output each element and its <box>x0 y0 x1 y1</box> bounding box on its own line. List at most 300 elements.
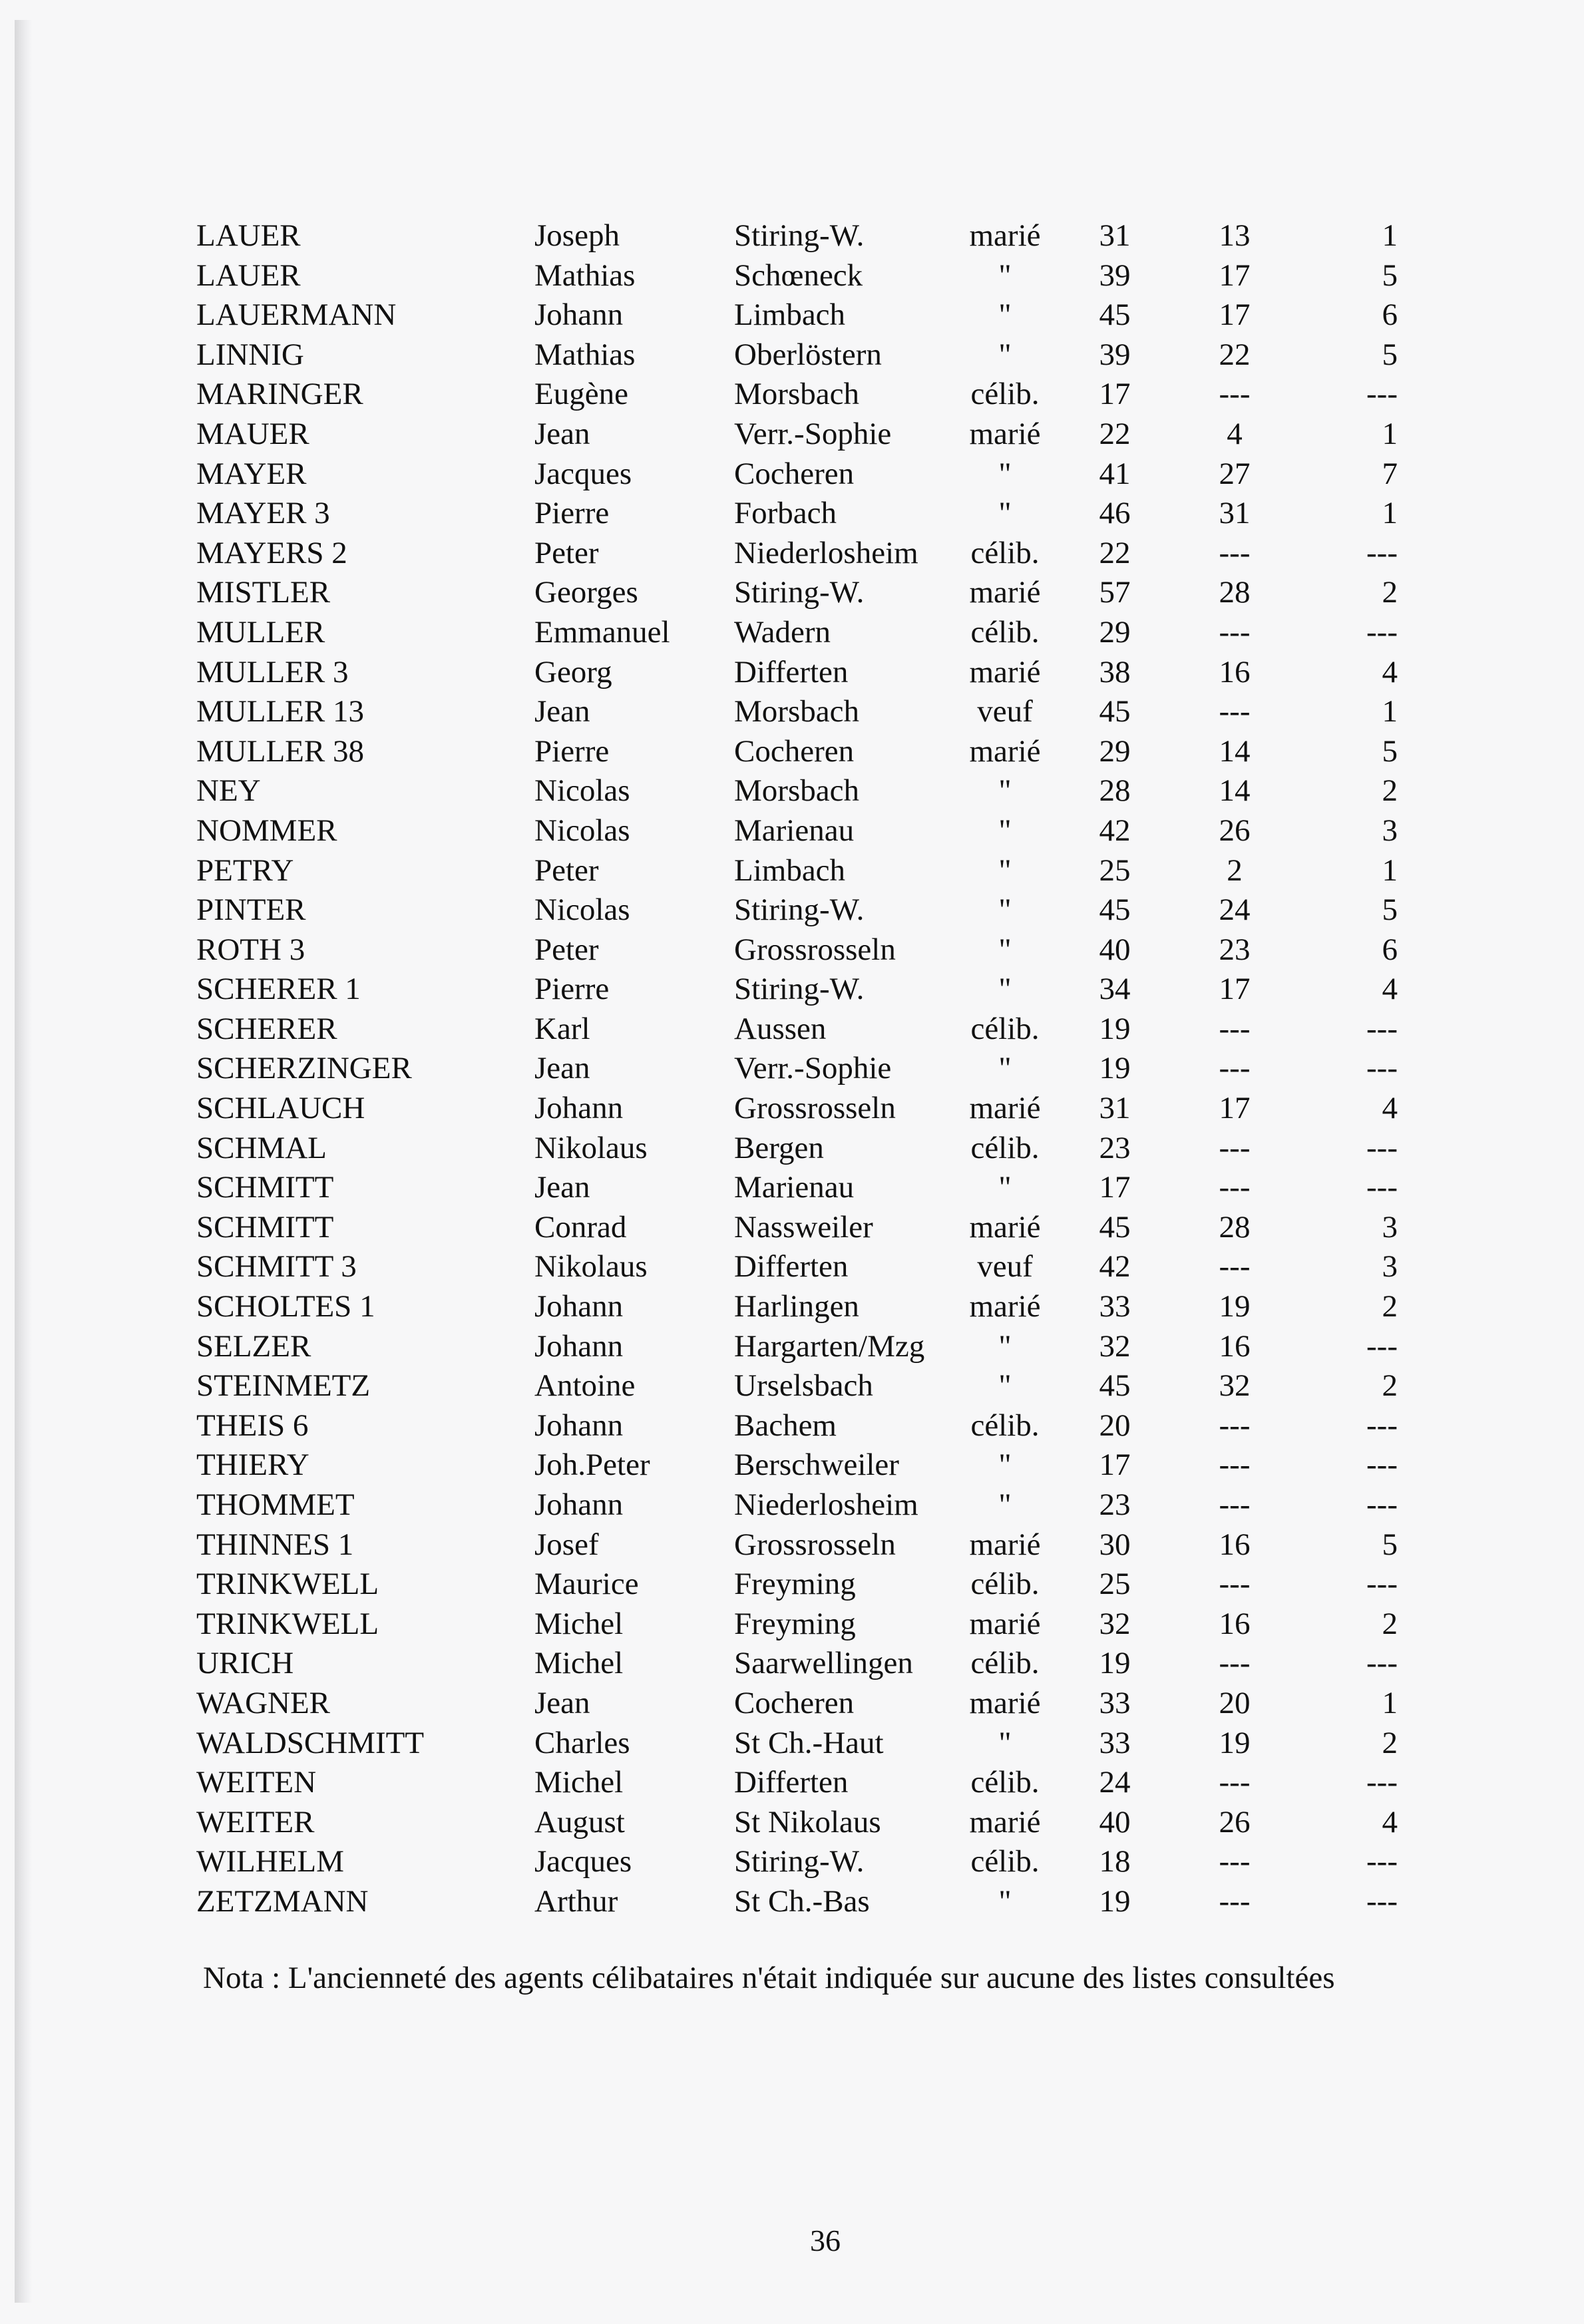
seniority-cell: 23 <box>1219 932 1251 967</box>
place-cell: Oberlöstern <box>734 337 882 372</box>
children-cell: 5 <box>1382 733 1398 769</box>
table-row <box>0 653 1584 693</box>
age-cell: 42 <box>1099 1249 1131 1284</box>
status-cell: " <box>998 1448 1012 1483</box>
place-cell: Grossrosseln <box>734 1527 896 1562</box>
page-number: 36 <box>810 2224 841 2257</box>
table-row <box>0 1406 1584 1446</box>
place-cell: Cocheren <box>734 456 855 491</box>
children-cell: 3 <box>1382 1209 1398 1245</box>
firstname-cell: Maurice <box>534 1567 639 1602</box>
age-cell: 23 <box>1099 1487 1131 1522</box>
place-cell: Morsbach <box>734 694 859 729</box>
age-cell: 33 <box>1099 1289 1131 1324</box>
name-cell: PETRY <box>196 853 294 888</box>
name-cell: SCHERZINGER <box>196 1051 412 1086</box>
name-cell: WEITER <box>196 1804 315 1840</box>
seniority-cell: 19 <box>1219 1725 1251 1760</box>
firstname-cell: Pierre <box>534 733 610 769</box>
seniority-cell: 17 <box>1219 1091 1251 1126</box>
status-cell: marié <box>969 654 1041 689</box>
place-cell: Cocheren <box>734 1685 855 1720</box>
status-cell: marié <box>969 733 1041 769</box>
age-cell: 45 <box>1099 1368 1131 1404</box>
status-cell: marié <box>969 416 1041 451</box>
status-cell: " <box>998 1368 1012 1404</box>
age-cell: 19 <box>1099 1011 1131 1046</box>
name-cell: SCHMITT <box>196 1209 334 1245</box>
seniority-cell: 22 <box>1219 337 1251 372</box>
firstname-cell: August <box>534 1804 625 1840</box>
table-row <box>0 573 1584 613</box>
firstname-cell: Arthur <box>534 1883 618 1919</box>
children-cell: 1 <box>1382 853 1398 888</box>
table-row <box>0 1684 1584 1724</box>
table-row <box>0 613 1584 653</box>
table-row <box>0 851 1584 891</box>
seniority-cell: --- <box>1219 535 1251 570</box>
age-cell: 29 <box>1099 733 1131 769</box>
firstname-cell: Nicolas <box>534 773 630 809</box>
place-cell: Stiring-W. <box>734 972 865 1007</box>
place-cell: St Ch.-Bas <box>734 1883 870 1919</box>
name-cell: WALDSCHMITT <box>196 1725 425 1760</box>
seniority-cell: --- <box>1219 1448 1251 1483</box>
place-cell: Freyming <box>734 1606 856 1641</box>
name-cell: MARINGER <box>196 377 363 412</box>
table-row <box>0 1525 1584 1565</box>
age-cell: 39 <box>1099 258 1131 293</box>
children-cell: 3 <box>1382 813 1398 848</box>
table-row <box>0 732 1584 772</box>
status-cell: veuf <box>977 694 1033 729</box>
status-cell: " <box>998 972 1012 1007</box>
name-cell: SELZER <box>196 1328 311 1364</box>
seniority-cell: 14 <box>1219 773 1251 809</box>
firstname-cell: Jean <box>534 1170 590 1205</box>
name-cell: WILHELM <box>196 1844 344 1879</box>
name-cell: URICH <box>196 1646 294 1681</box>
status-cell: marié <box>969 1209 1041 1245</box>
place-cell: Marienau <box>734 813 855 848</box>
place-cell: St Nikolaus <box>734 1804 881 1840</box>
table-row <box>0 1842 1584 1882</box>
table-row <box>0 1247 1584 1287</box>
name-cell: SCHLAUCH <box>196 1091 365 1126</box>
name-cell: THEIS 6 <box>196 1408 309 1443</box>
firstname-cell: Peter <box>534 932 599 967</box>
children-cell: 4 <box>1382 972 1398 1007</box>
status-cell: " <box>998 1487 1012 1522</box>
table-row <box>0 216 1584 256</box>
table-row <box>0 415 1584 455</box>
status-cell: marié <box>969 1685 1041 1720</box>
seniority-cell: --- <box>1219 1765 1251 1800</box>
firstname-cell: Georges <box>534 575 638 610</box>
firstname-cell: Karl <box>534 1011 590 1046</box>
seniority-cell: 16 <box>1219 654 1251 689</box>
children-cell: 1 <box>1382 496 1398 531</box>
name-cell: LAUER <box>196 258 301 293</box>
age-cell: 40 <box>1099 1804 1131 1840</box>
status-cell: " <box>998 773 1012 809</box>
table-row <box>0 930 1584 970</box>
age-cell: 19 <box>1099 1883 1131 1919</box>
status-cell: célib. <box>970 535 1040 570</box>
status-cell: " <box>998 1883 1012 1919</box>
seniority-cell: --- <box>1219 377 1251 412</box>
name-cell: ROTH 3 <box>196 932 305 967</box>
status-cell: " <box>998 456 1012 491</box>
status-cell: " <box>998 297 1012 333</box>
place-cell: Verr.-Sophie <box>734 416 892 451</box>
name-cell: SCHMAL <box>196 1130 327 1165</box>
seniority-cell: --- <box>1219 1646 1251 1681</box>
place-cell: Forbach <box>734 496 837 531</box>
seniority-cell: --- <box>1219 1011 1251 1046</box>
children-cell: --- <box>1366 1646 1398 1681</box>
age-cell: 41 <box>1099 456 1131 491</box>
name-cell: NOMMER <box>196 813 337 848</box>
status-cell: célib. <box>970 1408 1040 1443</box>
place-cell: St Ch.-Haut <box>734 1725 884 1760</box>
table-row <box>0 1208 1584 1248</box>
children-cell: --- <box>1366 1130 1398 1165</box>
children-cell: 2 <box>1382 1289 1398 1324</box>
status-cell: célib. <box>970 1130 1040 1165</box>
status-cell: célib. <box>970 1646 1040 1681</box>
table-row <box>0 455 1584 494</box>
table-row <box>0 1605 1584 1645</box>
table-row <box>0 771 1584 811</box>
table-row <box>0 1129 1584 1169</box>
place-cell: Nassweiler <box>734 1209 873 1245</box>
personnel-list <box>0 216 1584 1922</box>
place-cell: Differten <box>734 1249 849 1284</box>
firstname-cell: Nicolas <box>534 813 630 848</box>
firstname-cell: Johann <box>534 1408 624 1443</box>
name-cell: NEY <box>196 773 261 809</box>
status-cell: " <box>998 258 1012 293</box>
name-cell: MULLER 38 <box>196 733 364 769</box>
age-cell: 25 <box>1099 853 1131 888</box>
seniority-cell: 28 <box>1219 1209 1251 1245</box>
seniority-cell: 31 <box>1219 496 1251 531</box>
age-cell: 17 <box>1099 1170 1131 1205</box>
status-cell: " <box>998 932 1012 967</box>
firstname-cell: Peter <box>534 853 599 888</box>
children-cell: 2 <box>1382 1725 1398 1760</box>
children-cell: 3 <box>1382 1249 1398 1284</box>
seniority-cell: 17 <box>1219 258 1251 293</box>
seniority-cell: 26 <box>1219 813 1251 848</box>
table-row <box>0 1763 1584 1803</box>
children-cell: --- <box>1366 1011 1398 1046</box>
place-cell: Hargarten/Mzg <box>734 1328 925 1364</box>
children-cell: 2 <box>1382 1606 1398 1641</box>
children-cell: 6 <box>1382 297 1398 333</box>
place-cell: Urselsbach <box>734 1368 873 1404</box>
status-cell: marié <box>969 1289 1041 1324</box>
place-cell: Harlingen <box>734 1289 859 1324</box>
status-cell: " <box>998 813 1012 848</box>
children-cell: --- <box>1366 1844 1398 1879</box>
seniority-cell: 24 <box>1219 892 1251 928</box>
firstname-cell: Conrad <box>534 1209 627 1245</box>
firstname-cell: Mathias <box>534 337 636 372</box>
seniority-cell: --- <box>1219 1567 1251 1602</box>
children-cell: 2 <box>1382 1368 1398 1404</box>
name-cell: MISTLER <box>196 575 331 610</box>
table-row <box>0 1803 1584 1843</box>
table-row <box>0 811 1584 851</box>
table-row <box>0 335 1584 375</box>
seniority-cell: 4 <box>1227 416 1243 451</box>
children-cell: --- <box>1366 1408 1398 1443</box>
name-cell: PINTER <box>196 892 306 928</box>
name-cell: MULLER 3 <box>196 654 349 689</box>
table-row <box>0 1327 1584 1367</box>
seniority-cell: 32 <box>1219 1368 1251 1404</box>
children-cell: --- <box>1366 1448 1398 1483</box>
table-row <box>0 1089 1584 1129</box>
age-cell: 31 <box>1099 1091 1131 1126</box>
children-cell: --- <box>1366 614 1398 650</box>
table-row <box>0 890 1584 930</box>
seniority-cell: 16 <box>1219 1328 1251 1364</box>
place-cell: Differten <box>734 654 849 689</box>
children-cell: --- <box>1366 1765 1398 1800</box>
firstname-cell: Michel <box>534 1606 624 1641</box>
children-cell: --- <box>1366 1170 1398 1205</box>
firstname-cell: Georg <box>534 654 612 689</box>
firstname-cell: Joseph <box>534 218 620 253</box>
status-cell: veuf <box>977 1249 1033 1284</box>
children-cell: 4 <box>1382 654 1398 689</box>
footnote: Nota : L'ancienneté des agents célibataires n'était indiquée sur aucune des listes consultées <box>203 1961 1335 1995</box>
age-cell: 25 <box>1099 1567 1131 1602</box>
firstname-cell: Joh.Peter <box>534 1448 650 1483</box>
table-row <box>0 1565 1584 1605</box>
age-cell: 17 <box>1099 1448 1131 1483</box>
firstname-cell: Nikolaus <box>534 1130 648 1165</box>
firstname-cell: Peter <box>534 535 599 570</box>
firstname-cell: Jean <box>534 1685 590 1720</box>
table-row <box>0 1168 1584 1208</box>
firstname-cell: Johann <box>534 297 624 333</box>
seniority-cell: --- <box>1219 1408 1251 1443</box>
table-row <box>0 295 1584 335</box>
seniority-cell: 19 <box>1219 1289 1251 1324</box>
place-cell: Schœneck <box>734 258 863 293</box>
place-cell: Stiring-W. <box>734 218 865 253</box>
firstname-cell: Pierre <box>534 496 610 531</box>
name-cell: MAYERS 2 <box>196 535 347 570</box>
status-cell: " <box>998 1328 1012 1364</box>
age-cell: 18 <box>1099 1844 1131 1879</box>
name-cell: MULLER 13 <box>196 694 364 729</box>
firstname-cell: Johann <box>534 1289 624 1324</box>
name-cell: WEITEN <box>196 1765 317 1800</box>
place-cell: Bachem <box>734 1408 837 1443</box>
children-cell: --- <box>1366 1567 1398 1602</box>
age-cell: 32 <box>1099 1328 1131 1364</box>
age-cell: 17 <box>1099 377 1131 412</box>
status-cell: célib. <box>970 614 1040 650</box>
status-cell: " <box>998 1725 1012 1760</box>
place-cell: Differten <box>734 1765 849 1800</box>
firstname-cell: Johann <box>534 1328 624 1364</box>
place-cell: Freyming <box>734 1567 856 1602</box>
children-cell: --- <box>1366 1051 1398 1086</box>
place-cell: Niederlosheim <box>734 535 918 570</box>
table-row <box>0 534 1584 574</box>
firstname-cell: Johann <box>534 1091 624 1126</box>
seniority-cell: --- <box>1219 694 1251 729</box>
age-cell: 45 <box>1099 1209 1131 1245</box>
age-cell: 19 <box>1099 1051 1131 1086</box>
seniority-cell: --- <box>1219 1249 1251 1284</box>
name-cell: MAUER <box>196 416 309 451</box>
status-cell: " <box>998 1051 1012 1086</box>
status-cell: marié <box>969 1091 1041 1126</box>
age-cell: 34 <box>1099 972 1131 1007</box>
table-row <box>0 1287 1584 1327</box>
age-cell: 46 <box>1099 496 1131 531</box>
table-row <box>0 1644 1584 1684</box>
age-cell: 28 <box>1099 773 1131 809</box>
table-row <box>0 1366 1584 1406</box>
seniority-cell: --- <box>1219 614 1251 650</box>
table-row <box>0 692 1584 732</box>
firstname-cell: Emmanuel <box>534 614 670 650</box>
children-cell: --- <box>1366 1487 1398 1522</box>
status-cell: célib. <box>970 1844 1040 1879</box>
firstname-cell: Nikolaus <box>534 1249 648 1284</box>
children-cell: 1 <box>1382 416 1398 451</box>
age-cell: 19 <box>1099 1646 1131 1681</box>
children-cell: 1 <box>1382 694 1398 729</box>
name-cell: SCHMITT <box>196 1170 334 1205</box>
age-cell: 57 <box>1099 575 1131 610</box>
status-cell: marié <box>969 1527 1041 1562</box>
status-cell: célib. <box>970 1011 1040 1046</box>
place-cell: Limbach <box>734 297 846 333</box>
place-cell: Saarwellingen <box>734 1646 913 1681</box>
name-cell: TRINKWELL <box>196 1567 379 1602</box>
firstname-cell: Michel <box>534 1646 624 1681</box>
name-cell: ZETZMANN <box>196 1883 369 1919</box>
status-cell: " <box>998 892 1012 928</box>
place-cell: Aussen <box>734 1011 827 1046</box>
seniority-cell: --- <box>1219 1883 1251 1919</box>
status-cell: célib. <box>970 1765 1040 1800</box>
name-cell: WAGNER <box>196 1685 331 1720</box>
place-cell: Wadern <box>734 614 831 650</box>
children-cell: 5 <box>1382 1527 1398 1562</box>
children-cell: 2 <box>1382 575 1398 610</box>
children-cell: 5 <box>1382 892 1398 928</box>
name-cell: MAYER <box>196 456 307 491</box>
seniority-cell: 14 <box>1219 733 1251 769</box>
name-cell: MAYER 3 <box>196 496 330 531</box>
place-cell: Limbach <box>734 853 846 888</box>
place-cell: Stiring-W. <box>734 575 865 610</box>
age-cell: 38 <box>1099 654 1131 689</box>
name-cell: SCHMITT 3 <box>196 1249 357 1284</box>
seniority-cell: --- <box>1219 1170 1251 1205</box>
status-cell: " <box>998 337 1012 372</box>
firstname-cell: Jacques <box>534 1844 632 1879</box>
firstname-cell: Jean <box>534 1051 590 1086</box>
age-cell: 40 <box>1099 932 1131 967</box>
name-cell: LAUER <box>196 218 301 253</box>
age-cell: 30 <box>1099 1527 1131 1562</box>
name-cell: SCHERER <box>196 1011 337 1046</box>
place-cell: Niederlosheim <box>734 1487 918 1522</box>
children-cell: 1 <box>1382 218 1398 253</box>
age-cell: 20 <box>1099 1408 1131 1443</box>
age-cell: 45 <box>1099 694 1131 729</box>
children-cell: 4 <box>1382 1091 1398 1126</box>
age-cell: 31 <box>1099 218 1131 253</box>
table-row <box>0 1010 1584 1050</box>
children-cell: --- <box>1366 535 1398 570</box>
firstname-cell: Nicolas <box>534 892 630 928</box>
firstname-cell: Michel <box>534 1765 624 1800</box>
age-cell: 33 <box>1099 1725 1131 1760</box>
name-cell: MULLER <box>196 614 325 650</box>
name-cell: THIERY <box>196 1448 309 1483</box>
children-cell: 2 <box>1382 773 1398 809</box>
table-row <box>0 1446 1584 1485</box>
name-cell: LAUERMANN <box>196 297 397 333</box>
seniority-cell: 2 <box>1227 853 1243 888</box>
firstname-cell: Pierre <box>534 972 610 1007</box>
firstname-cell: Eugène <box>534 377 628 412</box>
seniority-cell: 17 <box>1219 297 1251 333</box>
table-row <box>0 494 1584 534</box>
table-row <box>0 256 1584 296</box>
seniority-cell: 26 <box>1219 1804 1251 1840</box>
children-cell: 5 <box>1382 337 1398 372</box>
status-cell: marié <box>969 575 1041 610</box>
name-cell: THOMMET <box>196 1487 355 1522</box>
status-cell: marié <box>969 1804 1041 1840</box>
age-cell: 24 <box>1099 1765 1131 1800</box>
age-cell: 22 <box>1099 535 1131 570</box>
status-cell: célib. <box>970 1567 1040 1602</box>
firstname-cell: Charles <box>534 1725 630 1760</box>
place-cell: Marienau <box>734 1170 855 1205</box>
firstname-cell: Antoine <box>534 1368 636 1404</box>
age-cell: 45 <box>1099 892 1131 928</box>
age-cell: 32 <box>1099 1606 1131 1641</box>
age-cell: 33 <box>1099 1685 1131 1720</box>
seniority-cell: 16 <box>1219 1527 1251 1562</box>
seniority-cell: --- <box>1219 1051 1251 1086</box>
place-cell: Stiring-W. <box>734 1844 865 1879</box>
status-cell: " <box>998 1170 1012 1205</box>
table-row <box>0 1485 1584 1525</box>
table-row <box>0 375 1584 415</box>
name-cell: SCHOLTES 1 <box>196 1289 375 1324</box>
seniority-cell: --- <box>1219 1844 1251 1879</box>
name-cell: LINNIG <box>196 337 304 372</box>
place-cell: Bergen <box>734 1130 824 1165</box>
firstname-cell: Mathias <box>534 258 636 293</box>
place-cell: Berschweiler <box>734 1448 899 1483</box>
